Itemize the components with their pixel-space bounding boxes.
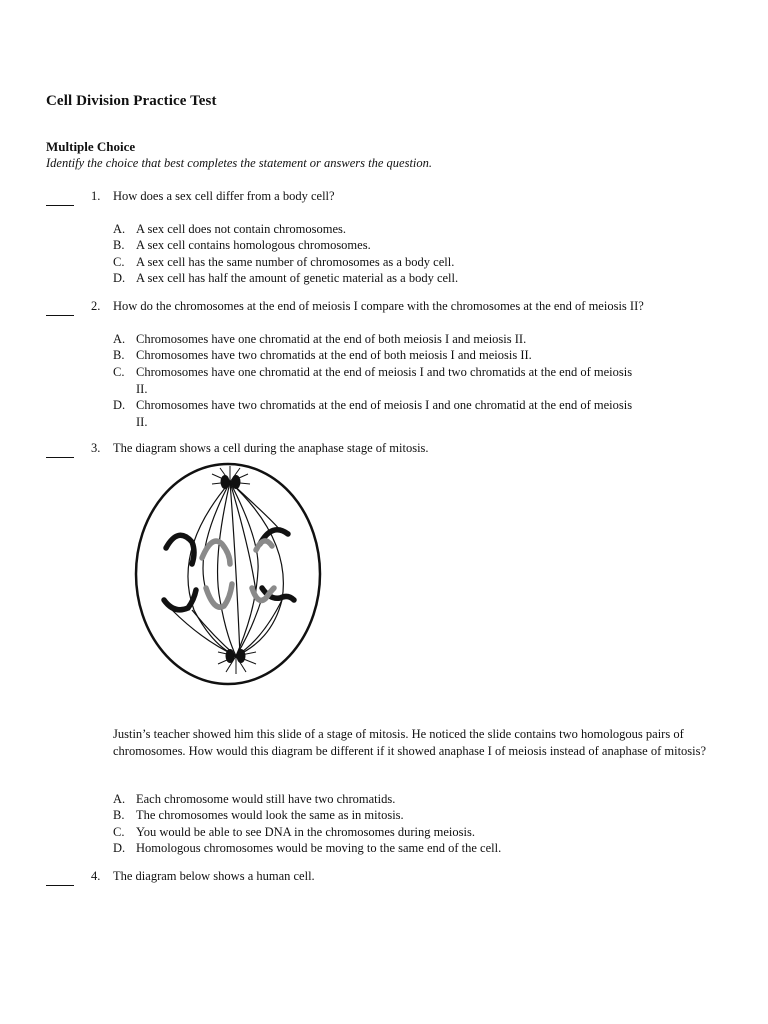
choice-3b xyxy=(113,807,673,824)
answer-blank-4[interactable] xyxy=(46,884,74,886)
question-number-2: 2. xyxy=(91,299,101,313)
choice-3c xyxy=(113,824,673,841)
light-chromosome-top-left xyxy=(202,541,230,564)
choice-text: A sex cell has half the amount of genetic material as a body cell. xyxy=(136,271,459,285)
section-instructions: Identify the choice that best completes the statement or answers the question. xyxy=(46,156,433,170)
choice-3a xyxy=(113,791,673,808)
choice-3d xyxy=(113,840,673,857)
choice-text: A sex cell has the same number of chromosomes as a body cell. xyxy=(136,255,455,269)
choice-letter: A. xyxy=(113,332,126,346)
choice-text: The chromosomes would look the same as in mitosis. xyxy=(136,808,404,822)
choice-text: Each chromosome would still have two chromatids. xyxy=(136,792,396,806)
choice-letter: D. xyxy=(113,841,126,855)
choice-1b xyxy=(113,237,673,254)
spindle-fibers xyxy=(172,482,283,656)
choice-text: A sex cell contains homologous chromosomes. xyxy=(136,238,371,252)
choice-text: You would be able to see DNA in the chromosomes during meiosis. xyxy=(136,825,475,839)
choice-1a xyxy=(113,221,673,238)
light-chromosomes xyxy=(202,541,274,607)
answer-blank-3[interactable] xyxy=(46,456,74,458)
answer-blank-2[interactable] xyxy=(46,314,74,316)
choice-text: Chromosomes have two chromatids at the end of both meiosis I and meiosis II. xyxy=(136,348,532,362)
choice-text: A sex cell does not contain chromosomes. xyxy=(136,222,347,236)
choice-2a xyxy=(113,331,673,348)
question-text-1: How does a sex cell differ from a body cell? xyxy=(113,189,335,203)
question-3-paragraph: Justin’s teacher showed him this slide of a stage of mitosis. He noticed the slide contains two homologous pairs of chromosomes. How would this diagram be different if it showed anaphase I of meiosis instead of anaphase of mitosis? xyxy=(113,727,707,758)
choice-2c xyxy=(113,364,673,397)
choice-letter: B. xyxy=(113,808,125,822)
choice-letter: B. xyxy=(113,238,125,252)
choice-letter: D. xyxy=(113,271,126,285)
choice-1c xyxy=(113,254,673,271)
question-text-3: The diagram shows a cell during the anaphase stage of mitosis. xyxy=(113,441,429,455)
choice-text: Homologous chromosomes would be moving to the same end of the cell. xyxy=(136,841,502,855)
choice-letter: C. xyxy=(113,365,125,379)
question-text-2: How do the chromosomes at the end of meiosis I compare with the chromosomes at the end of meiosis II? xyxy=(113,299,644,313)
choice-text: Chromosomes have one chromatid at the end of both meiosis I and meiosis II. xyxy=(136,332,527,346)
answer-blank-1[interactable] xyxy=(46,204,74,206)
section-heading: Multiple Choice xyxy=(46,139,136,154)
choice-letter: C. xyxy=(113,255,125,269)
question-number-3: 3. xyxy=(91,441,101,455)
anaphase-cell-diagram xyxy=(132,460,332,690)
top-aster xyxy=(212,466,250,484)
question-number-1: 1. xyxy=(91,189,101,203)
choice-letter: B. xyxy=(113,348,125,362)
choice-letter: A. xyxy=(113,222,126,236)
choice-2d xyxy=(113,397,673,430)
choice-2b xyxy=(113,347,673,364)
dark-chromosome-bottom-left xyxy=(164,590,196,610)
light-chromosome-top-right xyxy=(256,541,272,550)
question-text-4: The diagram below shows a human cell. xyxy=(113,869,315,883)
choice-letter: D. xyxy=(113,398,126,412)
choice-text: Chromosomes have two chromatids at the end of meiosis I and one chromatid at the end of meiosis II. xyxy=(136,398,633,429)
question-number-4: 4. xyxy=(91,869,101,883)
choice-letter: C. xyxy=(113,825,125,839)
choice-1d xyxy=(113,270,673,287)
page-title: Cell Division Practice Test xyxy=(46,93,217,109)
choice-letter: A. xyxy=(113,792,126,806)
choice-text: Chromosomes have one chromatid at the end of meiosis I and two chromatids at the end of meiosis II. xyxy=(136,365,633,396)
